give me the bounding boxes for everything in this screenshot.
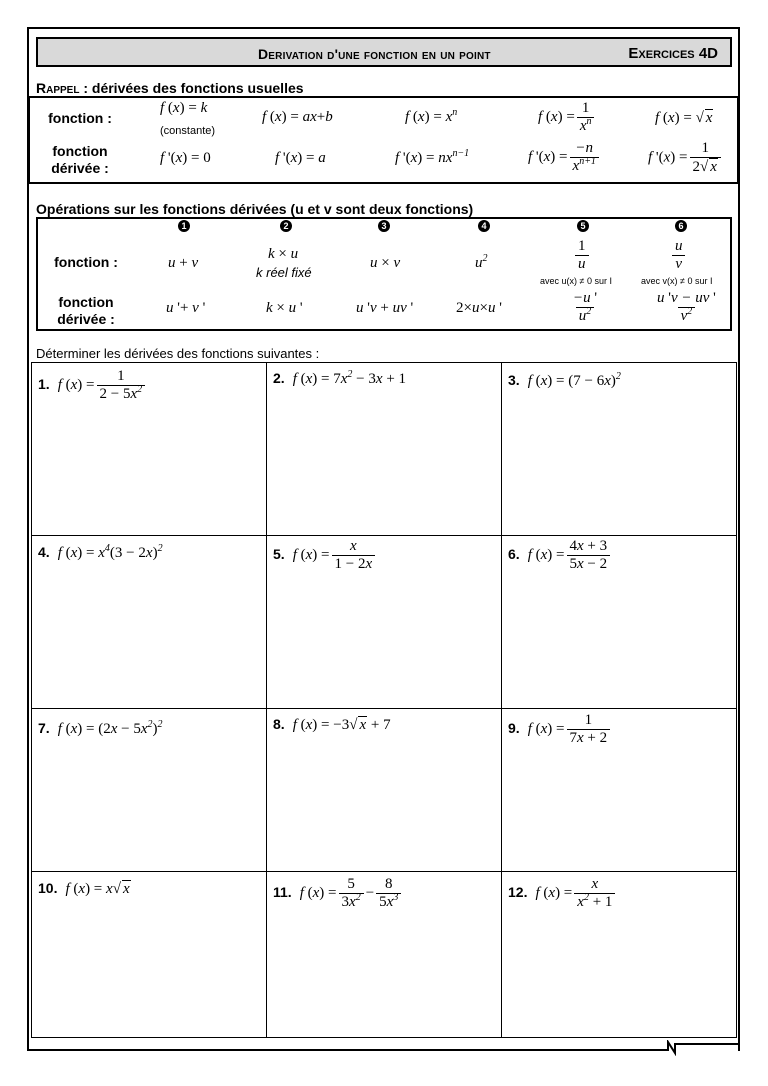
exercise-number: 9. (508, 719, 520, 736)
op-d-sum: u '+ v ' (166, 300, 206, 316)
exercise-5: 5. f (x) = $\frac{x}{1 - 2x}$ (273, 538, 377, 573)
exercise-number: 7. (38, 720, 50, 736)
rappel-d-sqrt: f '(x) = $\frac{1}{2√ x}$ (648, 140, 723, 176)
exercise-2: 2. f $(x) = 7x^2 - 3x + 1$ (273, 369, 407, 387)
exercise-number: 6. (508, 545, 520, 562)
op-f-product: u × v (370, 255, 401, 271)
instructions: Déterminer les dérivées des fonctions suivantes : (36, 346, 320, 361)
op-number-3: 3 (378, 220, 390, 232)
exercise-number: 8. (273, 716, 285, 732)
op-number-4: 4 (478, 220, 490, 232)
label-line1: fonction (52, 143, 108, 159)
rappel-heading (36, 80, 304, 96)
exercise-7: 7. f $(x) = (2x - 5x^2)^2$ (38, 719, 163, 737)
exercise-label: Exercices 4D (628, 45, 718, 62)
grid-hline-1 (31, 535, 737, 536)
page-fold-mark (662, 1040, 742, 1056)
rappel-f-sqrt: f (x) = √ x (655, 110, 713, 126)
grid-vline-1 (266, 362, 267, 1038)
rappel-d-linear: f '(x) = a (275, 150, 326, 166)
grid-hline-2 (31, 708, 737, 709)
op-number-1: 1 (178, 220, 190, 232)
page-header (36, 37, 732, 67)
op-row-function-label: fonction : (54, 254, 118, 270)
exercise-12: 12. f (x) = $\frac{x}{x^2 + 1}$ (508, 876, 617, 911)
op-d-reciprocal: $\frac{-u '}{u^2}$ (573, 290, 598, 324)
rappel-d-inverse-power: f '(x) = $\frac{-n}{x^{n+1}}$ (528, 140, 601, 175)
rappel-d-power: f '$(x) = nx^{n-1}$ (395, 148, 470, 166)
exercise-10: 10. f (x) = x√ x (38, 880, 130, 897)
op-f-square: $u^2$ (475, 253, 488, 271)
rappel-heading-sc: Rappel (36, 80, 80, 96)
rappel-row-function-label: fonction : (48, 110, 112, 126)
label-line2: dérivée : (51, 160, 109, 176)
op-d-quotient: $\frac{u 'v - uv '}{v^2}$ (657, 290, 716, 324)
page-title: Derivation d'une fonction en un point (258, 46, 491, 62)
op-f-scalar: k × u (268, 246, 299, 262)
rappel-row-derivative-label (40, 143, 120, 177)
op-number-6: 6 (675, 220, 687, 232)
rappel-f-power: f $(x) = x^n$ (405, 107, 458, 125)
k-note: k réel fixé (256, 265, 312, 280)
op-f-quotient: $\frac{u}{v}$ (670, 238, 688, 273)
rappel-f-inverse-power: f (x) = $\frac{1}{x^n}$ (538, 100, 596, 135)
grid-vline-2 (501, 362, 502, 1038)
op-number-2: 2 (280, 220, 292, 232)
exercise-4: 4. f $(x) = x^4(3 - 2x)^2$ (38, 543, 163, 561)
rappel-heading-rest: : dérivées des fonctions usuelles (79, 80, 304, 96)
cond-v: avec v(x) ≠ 0 sur I (641, 276, 713, 286)
exercise-11: 11. f (x) = $\frac{5}{3x^2}$ − $\frac{8}{5x^3}$ (273, 876, 403, 911)
exercise-grid (31, 362, 737, 1038)
rappel-f-linear: f (x) = ax+b (262, 109, 333, 125)
exercise-8: 8. f (x) = −3√ x + 7 (273, 716, 391, 733)
rappel-f-constant: f (x) = k (160, 100, 208, 116)
exercise-number: 4. (38, 544, 50, 560)
exercise-3: 3. f $(x) = (7 - 6x)^2$ (508, 371, 621, 389)
op-number-5: 5 (577, 220, 589, 232)
constante-note: (constante) (160, 125, 216, 137)
rappel-d-constant: f '(x) = 0 (160, 150, 211, 166)
rappel-table (28, 96, 739, 184)
exercise-number: 1. (38, 375, 50, 392)
op-row-derivative-label (46, 294, 126, 328)
frame-bottom-line (27, 1049, 669, 1051)
op-d-product: u 'v + uv ' (356, 300, 414, 316)
cond-u: avec u(x) ≠ 0 sur I (540, 276, 612, 286)
exercise-number: 5. (273, 545, 285, 562)
op-d-square: 2×u×u ' (456, 300, 502, 316)
operations-heading: Opérations sur les fonctions dérivées (u et v sont deux fonctions) (36, 201, 474, 217)
exercise-1: 1. f (x) = $\frac{1}{2 - 5x^2}$ (38, 368, 147, 403)
exercise-number: 3. (508, 372, 520, 388)
op-f-reciprocal: $\frac{1}{u}$ (573, 238, 591, 273)
label-line2: dérivée : (57, 311, 115, 327)
exercise-number: 12. (508, 883, 528, 900)
exercise-number: 10. (38, 880, 58, 896)
exercise-6: 6. f (x) = $\frac{4x + 3}{5x - 2}$ (508, 538, 612, 573)
op-d-scalar: k × u ' (266, 300, 303, 316)
op-f-sum: u + v (168, 255, 199, 271)
exercise-9: 9. f (x) = $\frac{1}{7x + 2}$ (508, 712, 612, 747)
exercise-number: 11. (273, 883, 292, 900)
exercise-number: 2. (273, 370, 285, 386)
label-line1: fonction (58, 294, 114, 310)
grid-hline-3 (31, 871, 737, 872)
